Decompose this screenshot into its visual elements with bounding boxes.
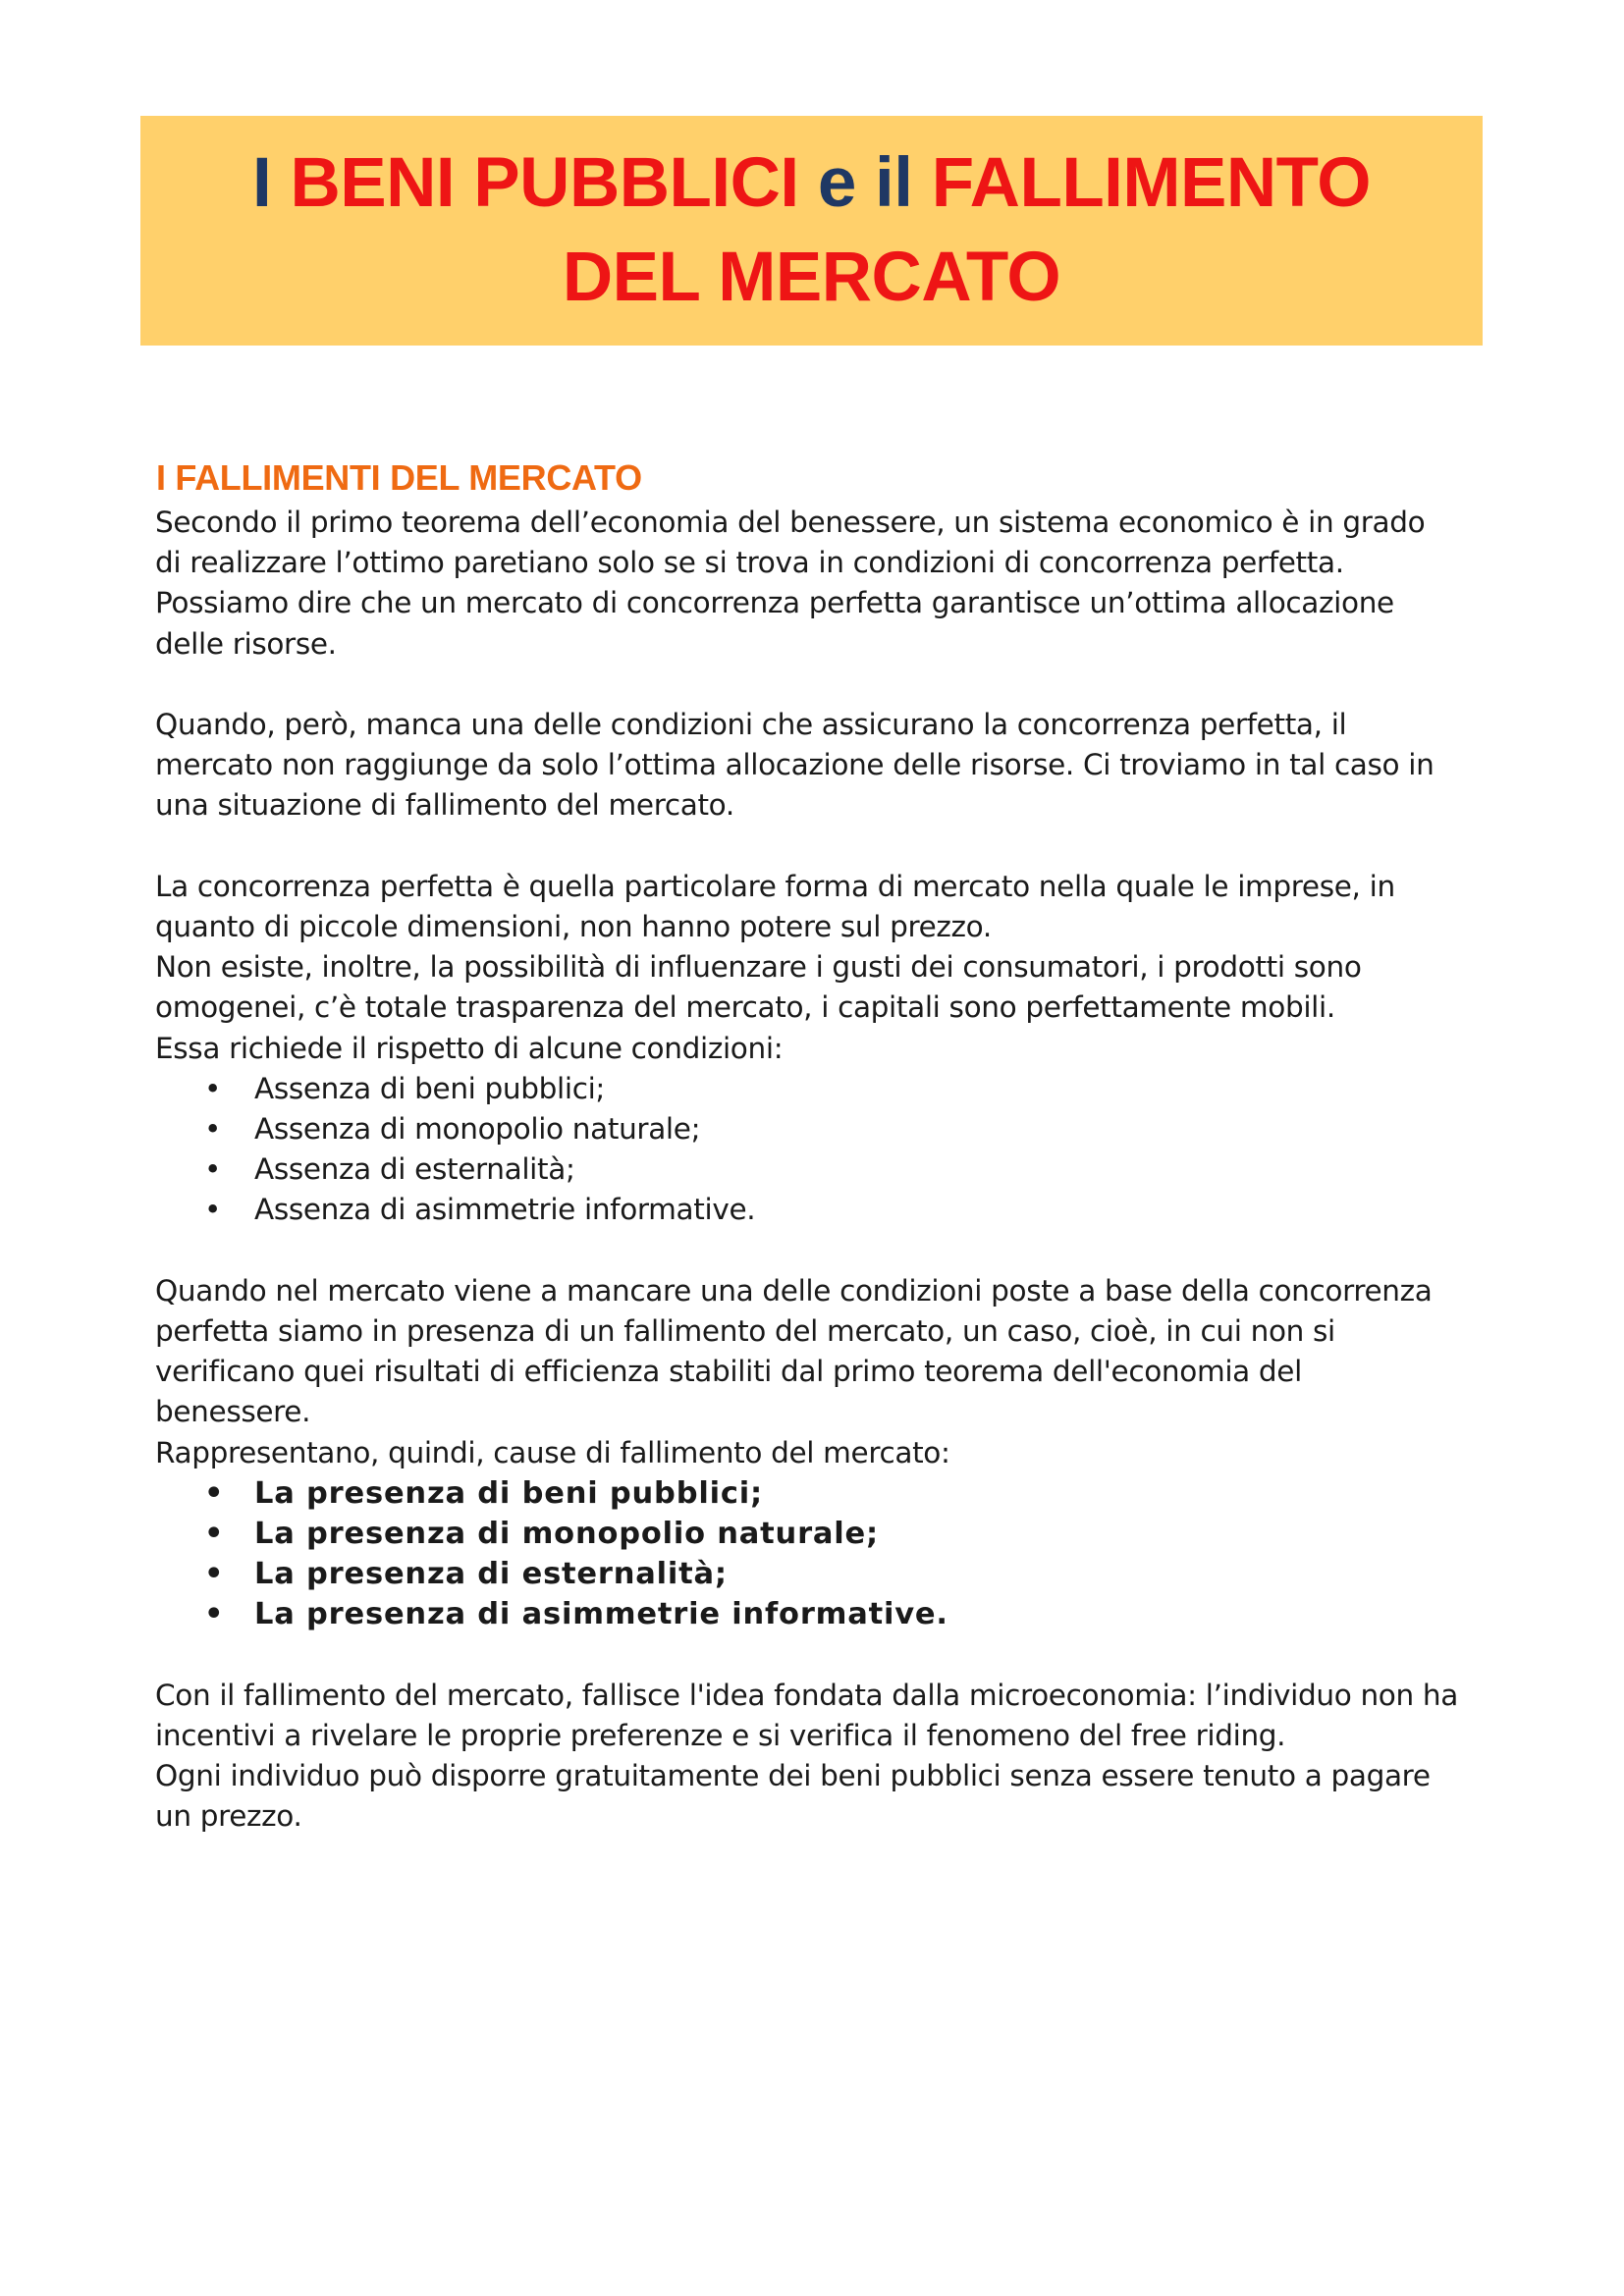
title-banner (140, 116, 1483, 346)
text-line: omogenei, c’è totale trasparenza del mercato, i capitali sono perfettamente mobili. (155, 990, 1335, 1025)
bullet-icon: • (204, 1475, 225, 1511)
text-line: Secondo il primo teorema dell’economia del benessere, un sistema economico è in grado (155, 506, 1426, 539)
text-line: perfetta siamo in presenza di un fallimento del mercato, un caso, cioè, in cui non si (155, 1314, 1335, 1349)
list-item (155, 1190, 1500, 1230)
text-line: benessere. (155, 1395, 311, 1429)
list-item (155, 1594, 1500, 1634)
paragraph-spacer (155, 1231, 1500, 1271)
paragraph-3 (155, 867, 1500, 1069)
bullet-icon: • (204, 1071, 222, 1105)
paragraph-spacer (155, 1635, 1500, 1676)
text-line: una situazione di fallimento del mercato. (155, 788, 734, 823)
causes-list (155, 1473, 1500, 1635)
paragraph-2 (155, 705, 1500, 827)
text-line: un prezzo. (155, 1799, 302, 1834)
text-line: Quando nel mercato viene a mancare una delle condizioni poste a base della concorrenza (155, 1273, 1433, 1308)
text-line: Quando, però, manca una delle condizioni che assicurano la concorrenza perfetta, il (155, 708, 1347, 741)
conditions-list (155, 1069, 1500, 1231)
text-line: Essa richiede il rispetto di alcune condizioni: (155, 1031, 784, 1065)
list-item-text: La presenza di beni pubblici; (254, 1475, 763, 1511)
paragraph-spacer (155, 665, 1500, 705)
list-item-text: La presenza di asimmetrie informative. (254, 1597, 948, 1632)
list-item-text: Assenza di beni pubblici; (254, 1071, 606, 1105)
list-item (155, 1149, 1500, 1190)
list-item (155, 1109, 1500, 1149)
list-item-text: Assenza di esternalità; (254, 1152, 575, 1187)
text-line: Non esiste, inoltre, la possibilità di influenzare i gusti dei consumatori, i prodotti sono (155, 950, 1362, 985)
paragraph-1 (155, 503, 1500, 665)
bullet-icon: • (204, 1557, 225, 1592)
page-title (140, 136, 1483, 325)
text-line: Rappresentano, quindi, cause di fallimento del mercato: (155, 1435, 950, 1469)
bullet-icon: • (204, 1193, 222, 1227)
text-line: La concorrenza perfetta è quella particolare forma di mercato nella quale le imprese, in (155, 869, 1395, 903)
bullet-icon: • (204, 1517, 225, 1552)
text-line: delle risorse. (155, 626, 337, 661)
text-line: quanto di piccole dimensioni, non hanno potere sul prezzo. (155, 910, 992, 943)
paragraph-5 (155, 1676, 1500, 1838)
bullet-icon: • (204, 1597, 225, 1632)
paragraph-spacer (155, 827, 1500, 867)
list-item (155, 1514, 1500, 1554)
bullet-icon: • (204, 1112, 222, 1147)
title-part-4: FALLIMENTO DEL MERCATO (562, 144, 1371, 316)
paragraph-4 (155, 1271, 1500, 1473)
text-line: Con il fallimento del mercato, fallisce l'idea fondata dalla microeconomia: l’individuo non ha (155, 1678, 1458, 1712)
list-item-text: Assenza di asimmetrie informative. (254, 1193, 756, 1227)
list-item (155, 1473, 1500, 1514)
title-part-3: e il (798, 144, 932, 222)
text-line: mercato non raggiunge da solo l’ottima allocazione delle risorse. Ci troviamo in tal caso in (155, 748, 1435, 782)
text-line: di realizzare l’ottimo paretiano solo se si trova in condizioni di concorrenza perfetta. (155, 546, 1344, 580)
list-item (155, 1554, 1500, 1594)
list-item-text: La presenza di esternalità; (254, 1557, 728, 1592)
list-item (155, 1069, 1500, 1109)
title-part-1: I (252, 144, 291, 222)
text-line: verificano quei risultati di efficienza stabiliti dal primo teorema dell'economia del (155, 1355, 1302, 1389)
text-line: Ogni individuo può disporre gratuitamente dei beni pubblici senza essere tenuto a pagare (155, 1759, 1431, 1793)
bullet-icon: • (204, 1152, 222, 1187)
title-part-2: BENI PUBBLICI (290, 144, 799, 222)
document-body (155, 503, 1500, 1838)
list-item-text: La presenza di monopolio naturale; (254, 1517, 880, 1552)
list-item-text: Assenza di monopolio naturale; (254, 1112, 701, 1147)
text-line: incentivi a rivelare le proprie preferenze e si verifica il fenomeno del free riding. (155, 1719, 1286, 1753)
section-heading: I FALLIMENTI DEL MERCATO (156, 457, 642, 498)
text-line: Possiamo dire che un mercato di concorrenza perfetta garantisce un’ottima allocazione (155, 586, 1394, 620)
